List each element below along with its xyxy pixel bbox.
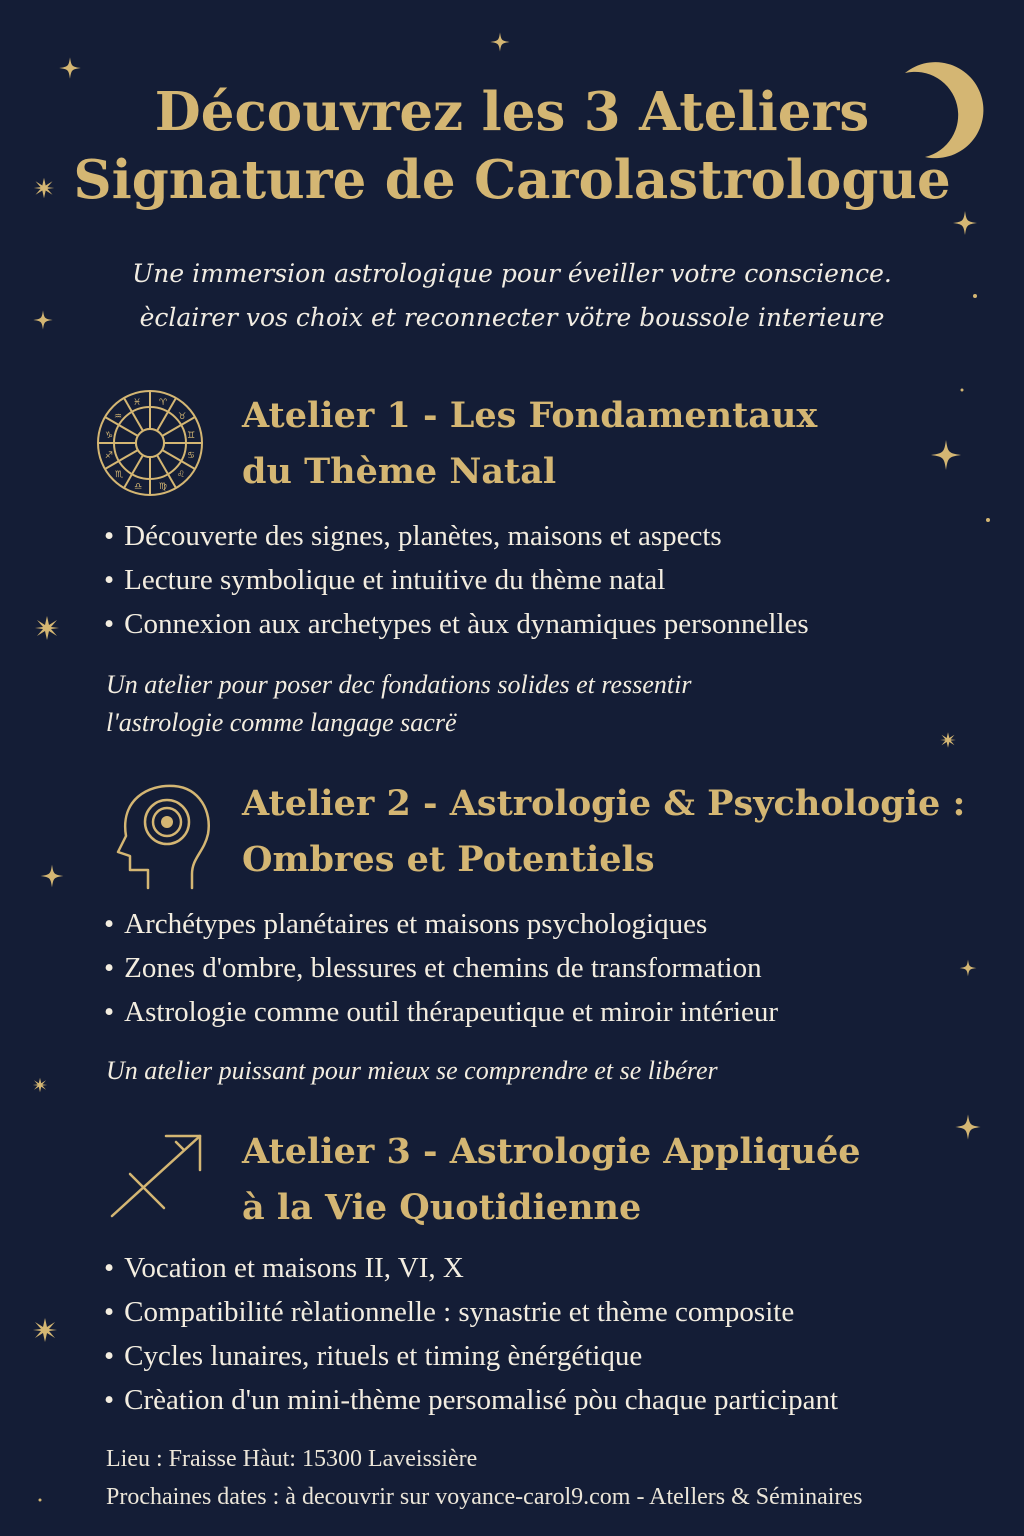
list-item: • Compatibilité rèlationnelle : synastrie et thème composite: [104, 1290, 1016, 1334]
page-subtitle: [60, 252, 964, 340]
star-icon: [41, 865, 64, 888]
workshop-3-title: Atelier 3 - Astrologie Appliquée à la Vie Quotidienne: [242, 1131, 861, 1228]
list-item: • Archétypes planétaires et maisons psychologiques: [104, 902, 1016, 946]
svg-text:♑: ♑: [104, 431, 114, 441]
star-icon: [490, 32, 509, 51]
title-line-1: Découvrez les 3 Ateliers: [154, 81, 870, 143]
svg-text:♊: ♊: [186, 431, 196, 441]
svg-text:♏: ♏: [114, 470, 124, 480]
list-item: • Connexion aux archetypes et àux dynamiques personnelles: [104, 602, 1016, 646]
svg-text:♋: ♋: [186, 451, 196, 461]
star-icon: [34, 178, 54, 198]
footer: [106, 1440, 1016, 1516]
subtitle-line-1: Une immersion astrologique pour éveiller votre conscience.: [132, 259, 892, 288]
footer-location: Lieu : Fraisse Hàut: 15300 Laveissière: [106, 1446, 478, 1472]
svg-text:♉: ♉: [177, 412, 187, 422]
list-item: • Astrologie comme outil thérapeutique et miroir intérieur: [104, 990, 1016, 1034]
list-item: • Découverte des signes, planètes, maisons et aspects: [104, 514, 1016, 558]
svg-text:♍: ♍: [158, 482, 168, 492]
list-item: • Crèation d'un mini-thème persomalisé pòu chaque participant: [104, 1378, 1016, 1422]
star-icon: [33, 310, 52, 329]
title-line-2: Signature de Carolastrologue: [73, 149, 951, 211]
star-icon: [953, 211, 977, 235]
svg-text:♓: ♓: [132, 398, 142, 408]
svg-text:♐: ♐: [104, 451, 114, 461]
zodiac-wheel-icon: [90, 388, 210, 498]
svg-text:♌: ♌: [176, 470, 186, 480]
footer-dates: Prochaines dates : à decouvrir sur voyance-carol9.com - Atellers & Séminaires: [106, 1484, 863, 1510]
star-icon: [59, 57, 81, 79]
list-item: • Vocation et maisons II, VI, X: [104, 1246, 1016, 1290]
list-item: • Lecture symbolique et intuitive du thème natal: [104, 558, 1016, 602]
list-item: • Zones d'ombre, blessures et chemins de transformation: [104, 946, 1016, 990]
sagittarius-arrow-icon: [104, 1128, 208, 1224]
workshop-3-bullets: [104, 1246, 1016, 1422]
workshop-1-bullets: [104, 514, 1016, 646]
workshop-1-title: Atelier 1 - Les Fondamentaux du Thème Natal: [242, 395, 818, 492]
svg-text:♒: ♒: [113, 412, 123, 422]
list-item: • Cycles lunaires, rituels et timing ènérgétique: [104, 1334, 1016, 1378]
workshop-2-bullets: [104, 902, 1016, 1034]
svg-text:♎: ♎: [133, 482, 143, 492]
star-icon: [33, 1078, 47, 1092]
star-icon: [35, 616, 59, 640]
workshop-2-title: Atelier 2 - Astrologie & Psychologie : Ombres et Potentiels: [242, 783, 966, 880]
svg-text:♈: ♈: [158, 398, 168, 408]
page-title: [60, 78, 964, 214]
head-profile-icon: [104, 778, 214, 893]
workshop-2-tagline: Un atelier puissant pour mieux se comprendre et se libérer: [106, 1056, 718, 1085]
workshop-1-tagline: Un atelier pour poser dec fondations solides et ressentir l'astrologie comme langage sacrë: [106, 670, 692, 737]
star-icon: [33, 1318, 57, 1342]
subtitle-line-2: èclairer vos choix et reconnecter vötre boussole interieure: [139, 303, 885, 332]
